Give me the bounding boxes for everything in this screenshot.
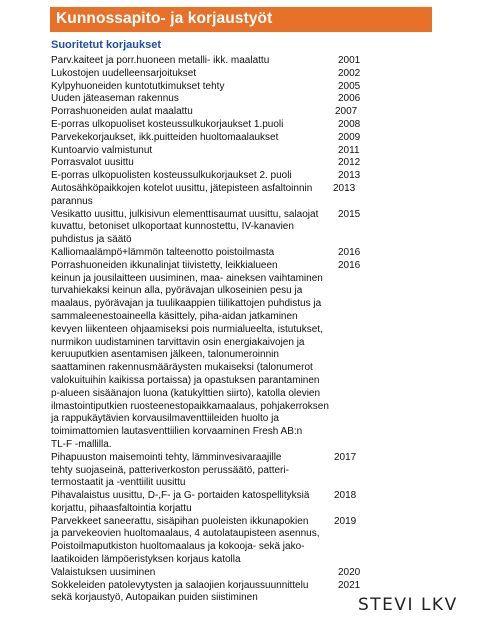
repair-description <box>51 68 331 81</box>
repair-year: 2020 <box>338 566 361 578</box>
description-line: Porrasvalot uusittu <box>51 157 134 169</box>
repair-entry <box>51 55 381 68</box>
description-line: ja rappukäytävien korvausilmaventtiileiden huolto ja <box>51 413 279 425</box>
description-line: korjattu, pihaasfaltointia korjattu <box>51 502 192 514</box>
description-line: keinun ja jousilaitteen uusiminen, maa- aineksen vaihtaminen <box>51 272 323 284</box>
description-line: TL-F -mallilla. <box>51 438 112 450</box>
repair-description <box>51 157 331 170</box>
description-line: sekä korjaustyö, Autopaikan puiden siistiminen <box>51 592 258 604</box>
repair-description <box>51 490 331 516</box>
repair-entry <box>51 260 381 452</box>
description-line: Lukostojen uudelleensarjoitukset <box>51 67 197 79</box>
repair-description <box>51 119 331 132</box>
description-line: E-porras ulkopuoliset kosteussulkukorjaukset 1.puoli <box>51 118 284 130</box>
repair-description <box>51 452 331 490</box>
description-line: toimimattomien lautasventtiilien korvaaminen Fresh AB:n <box>51 426 303 438</box>
repair-entry <box>51 516 381 567</box>
description-line: Porrashuoneiden ikkunalinjat tiivistetty, leikkialueen <box>51 259 278 271</box>
repair-entry <box>51 145 381 158</box>
repair-year: 2016 <box>338 246 361 258</box>
repair-entry <box>51 157 381 170</box>
description-line: ja parvekeovien huoltomaalaus, 4 autolataupisteen asennus, <box>51 528 320 540</box>
description-line: turvahiekaksi keinun alla, pyörävajan ulkoseinien pesu ja <box>51 285 303 297</box>
description-line: Autosähköpaikkojen kotelot uusittu, jätepisteen asfaltoinnin <box>51 182 313 194</box>
description-line: parannus <box>51 195 93 207</box>
repair-entry <box>51 132 381 145</box>
repair-description <box>51 132 331 145</box>
repair-year: 2016 <box>338 259 361 271</box>
repair-description <box>51 209 331 247</box>
repair-year: 2002 <box>338 67 361 79</box>
repair-year: 2018 <box>334 490 357 502</box>
repair-entry <box>51 106 381 119</box>
description-line: termostaatit ja -venttiilit uusittu <box>51 477 186 489</box>
repair-description <box>51 170 331 183</box>
description-line: ilmastointiputkien ruosteenestopaikkamaalaus, pohjakerroksen <box>51 400 329 412</box>
description-line: laatikoiden lämpöeristyksen korjaus katolla <box>51 554 241 566</box>
description-line: Poistoilmaputkiston huoltomaalaus ja kokooja- sekä jako- <box>51 541 305 553</box>
repair-description <box>51 516 331 567</box>
description-line: Parvekkeet saneerattu, sisäpihan puoleisten ikkunapokien <box>51 515 309 527</box>
repair-entry <box>51 68 381 81</box>
page-title: Kunnossapito- ja korjaustyöt <box>56 10 273 27</box>
repair-description <box>51 247 331 260</box>
repair-description <box>51 93 331 106</box>
description-line: keruuputkien asentamisen jälkeen, talonumeroinnin <box>51 349 279 361</box>
repair-year: 2017 <box>334 451 357 463</box>
description-line: Parv.kaiteet ja porr.huoneen metalli- ikk. maalattu <box>51 55 270 66</box>
repair-entry <box>51 81 381 94</box>
repair-description <box>51 81 331 94</box>
repair-year: 2007 <box>335 106 358 118</box>
repair-list <box>51 55 381 605</box>
description-line: Vesikatto uusittu, julkisivun elementtisaumat uusittu, salaojat <box>51 208 319 220</box>
repair-year: 2009 <box>338 131 361 143</box>
repair-entry <box>51 247 381 260</box>
description-line: valokuituihin kaikissa portaissa) ja opastuksen parantaminen <box>51 374 320 386</box>
repair-entry <box>51 452 381 490</box>
description-line: Pihapuuston maisemointi tehty, lämminvesivaraajille <box>51 451 282 463</box>
description-line: Porrashuoneiden aulat maalattu <box>51 106 193 118</box>
description-line: puhdistus ja säätö <box>51 234 132 246</box>
repair-year: 2001 <box>338 55 361 66</box>
description-line: Kylpyhuoneiden kuntotutkimukset tehty <box>51 80 225 92</box>
company-logo: STEVI LKV <box>358 595 458 615</box>
description-line: Valaistuksen uusiminen <box>51 566 156 578</box>
description-line: Uuden jäteaseman rakennus <box>51 93 179 105</box>
repair-year: 2013 <box>333 182 356 194</box>
repair-entry <box>51 170 381 183</box>
repair-year: 2021 <box>338 579 361 591</box>
header-bar <box>50 7 432 32</box>
description-line: Kuntoarvio valmistunut <box>51 144 153 156</box>
repair-year: 2012 <box>338 157 361 169</box>
description-line: nurmikon uudistaminen tarvittavin osin energiakaivojen ja <box>51 336 305 348</box>
description-line: saattaminen rakennusmääräysten mukaiseksi (talonumerot <box>51 362 313 374</box>
repair-entry <box>51 119 381 132</box>
repair-description <box>51 145 331 158</box>
repair-entry <box>51 567 381 580</box>
description-line: Kalliomaalämpö+lämmön talteenotto poistoilmasta <box>51 246 275 258</box>
description-line: kuvattu, betoniset ulkoportaat kunnostettu, IV-kanavien <box>51 221 294 233</box>
repair-description <box>51 580 331 606</box>
repair-year: 2015 <box>338 208 361 220</box>
repair-year: 2008 <box>338 118 361 130</box>
section-title: Suoritetut korjaukset <box>51 39 162 51</box>
repair-description <box>51 260 331 452</box>
repair-year: 2013 <box>338 170 361 182</box>
repair-entry <box>51 490 381 516</box>
repair-description <box>51 567 331 580</box>
repair-year: 2019 <box>334 515 357 527</box>
repair-description <box>51 183 331 209</box>
description-line: Sokkeleiden patolevytysten ja salaojien korjaussuunnittelu <box>51 579 309 591</box>
repair-entry <box>51 183 381 209</box>
description-line: Parvekekorjaukset, ikk.puitteiden huoltomaalaukset <box>51 131 279 143</box>
description-line: sammaleenestoaineella käsittely, piha-aidan jatkaminen <box>51 310 298 322</box>
description-line: kevyen liikenteen ohjaamiseksi pois nurmialueelta, istutukset, <box>51 323 323 335</box>
repair-entry <box>51 580 381 606</box>
description-line: Pihavalaistus uusittu, D-,F- ja G- portaiden katospellityksiä <box>51 490 310 502</box>
description-line: tehty suojaseinä, patteriverkoston perussäätö, patteri- <box>51 464 289 476</box>
repair-entry <box>51 209 381 247</box>
repair-year: 2006 <box>338 93 361 105</box>
description-line: p-alueen sisäänajon luona (katukylttien siirto), katolla olevien <box>51 387 321 399</box>
description-line: E-porras ulkopuolisten kosteussulkukorjaukset 2. puoli <box>51 170 292 182</box>
repair-description <box>51 106 331 119</box>
repair-entry <box>51 93 381 106</box>
repair-description <box>51 55 331 68</box>
repair-year: 2005 <box>338 80 361 92</box>
repair-year: 2011 <box>338 144 360 156</box>
description-line: maalaus, pyörävajan ja tuulikaappien tiilikattojen puhdistus ja <box>51 298 322 310</box>
